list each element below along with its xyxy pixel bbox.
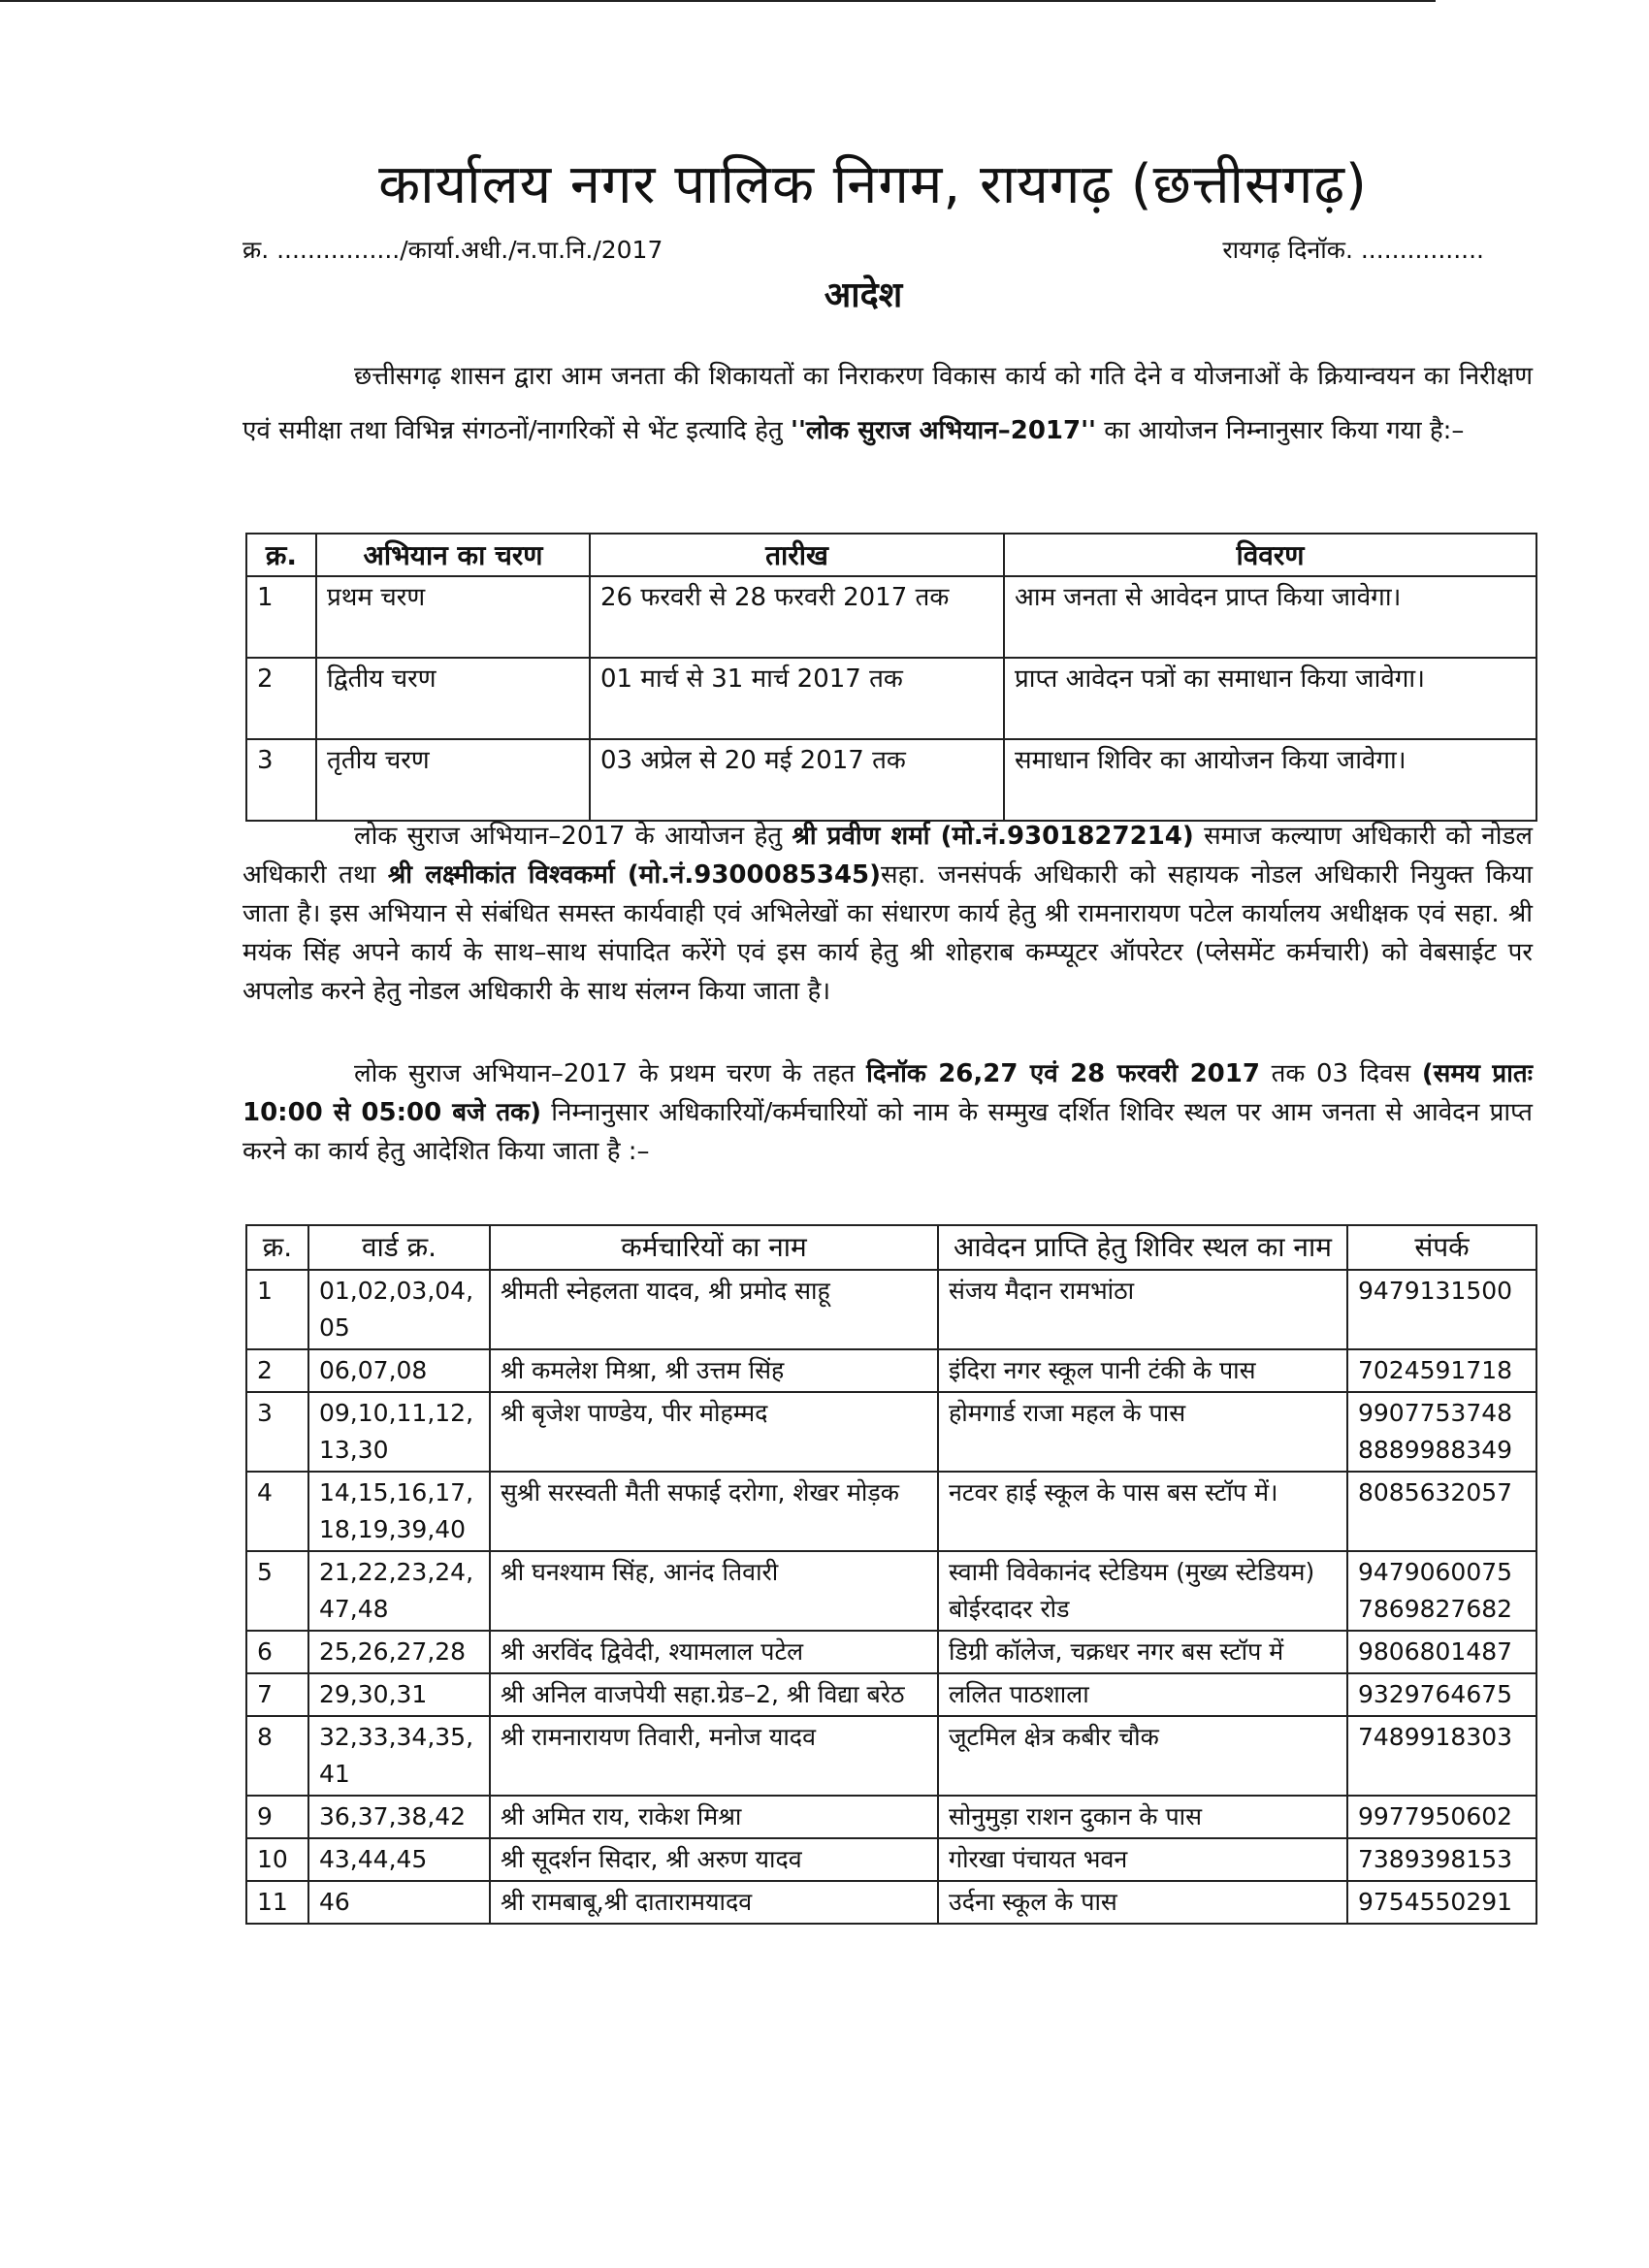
- camps-table: [245, 1224, 1537, 1925]
- table-row: [246, 1673, 1536, 1716]
- reference-line: [242, 233, 1484, 266]
- camp-wards: 21,22,23,24, 47,48: [308, 1551, 490, 1631]
- camps-col-sn: क्र.: [246, 1225, 308, 1270]
- reference-number: क्र. ................/कार्या.अधी./न.पा.नि./2017: [242, 236, 663, 264]
- phases-col-phase: अभियान का चरण: [316, 534, 590, 576]
- camps-col-staff: कर्मचारियों का नाम: [490, 1225, 938, 1270]
- camp-staff: श्री रामबाबू,श्री दातारामयादव: [490, 1881, 938, 1924]
- camp-venue: गोरखा पंचायत भवन: [938, 1838, 1347, 1881]
- phase-name: द्वितीय चरण: [316, 658, 590, 739]
- camp-sn: 6: [246, 1631, 308, 1673]
- camp-sn: 10: [246, 1838, 308, 1881]
- phase-date: 03 अप्रेल से 20 मई 2017 तक: [590, 739, 1004, 821]
- phase-detail: आम जनता से आवेदन प्राप्त किया जावेगा।: [1004, 576, 1536, 658]
- camp-wards: 09,10,11,12, 13,30: [308, 1392, 490, 1472]
- phase-date: 01 मार्च से 31 मार्च 2017 तक: [590, 658, 1004, 739]
- camp-contact: 9479131500: [1347, 1270, 1536, 1349]
- table-row: [246, 576, 1536, 658]
- camp-sn: 11: [246, 1881, 308, 1924]
- camp-venue: जूटमिल क्षेत्र कबीर चौक: [938, 1716, 1347, 1796]
- table-row: [246, 1796, 1536, 1838]
- nodal-officer-name: श्री प्रवीण शर्मा (मो.नं.9301827214): [792, 822, 1194, 851]
- camp-contact: 9907753748 8889988349: [1347, 1392, 1536, 1472]
- camp-wards: 36,37,38,42: [308, 1796, 490, 1838]
- camp-sn: 4: [246, 1472, 308, 1551]
- camp-staff: श्री बृजेश पाण्डेय, पीर मोहम्मद: [490, 1392, 938, 1472]
- camp-timing: (समय प्रातः 10:00 से 05:00 बजे तक): [242, 1059, 1533, 1127]
- phase-date: 26 फरवरी से 28 फरवरी 2017 तक: [590, 576, 1004, 658]
- camp-venue: नटवर हाई स्कूल के पास बस स्टॉप में।: [938, 1472, 1347, 1551]
- para2-text-c: समाज कल्याण अधिकारी को नोडल अधिकारी तथा: [242, 822, 1533, 890]
- campaign-name: ''लोक सुराज अभियान–2017'': [791, 416, 1097, 445]
- camp-dates: दिनॉक 26,27 एवं 28 फरवरी 2017: [866, 1059, 1260, 1088]
- camp-staff: श्री अरविंद द्विवेदी, श्यामलाल पटेल: [490, 1631, 938, 1673]
- phase-detail: प्राप्त आवेदन पत्रों का समाधान किया जावेगा।: [1004, 658, 1536, 739]
- camps-col-ward: वार्ड क्र.: [308, 1225, 490, 1270]
- camp-sn: 1: [246, 1270, 308, 1349]
- camp-contact: 9806801487: [1347, 1631, 1536, 1673]
- camp-staff: श्री अमित राय, राकेश मिश्रा: [490, 1796, 938, 1838]
- camp-contact: 8085632057: [1347, 1472, 1536, 1551]
- phases-col-date: तारीख: [590, 534, 1004, 576]
- camp-contact: 7024591718: [1347, 1349, 1536, 1392]
- camp-sn: 3: [246, 1392, 308, 1472]
- camps-col-venue: आवेदन प्राप्ति हेतु शिविर स्थल का नाम: [938, 1225, 1347, 1270]
- camp-wards: 43,44,45: [308, 1838, 490, 1881]
- camp-venue: डिग्री कॉलेज, चक्रधर नगर बस स्टॉप में: [938, 1631, 1347, 1673]
- camp-contact: 9329764675: [1347, 1673, 1536, 1716]
- camp-contact: 9977950602: [1347, 1796, 1536, 1838]
- camp-venue: उर्दना स्कूल के पास: [938, 1881, 1347, 1924]
- para3-text-c: तक 03 दिवस: [1259, 1059, 1422, 1088]
- camp-staff: श्री घनश्याम सिंह, आनंद तिवारी: [490, 1551, 938, 1631]
- phases-col-detail: विवरण: [1004, 534, 1536, 576]
- phase-sn: 3: [246, 739, 316, 821]
- camp-wards: 06,07,08: [308, 1349, 490, 1392]
- intro-paragraph: [242, 349, 1533, 458]
- camp-staff: सुश्री सरस्वती मैती सफाई दरोगा, शेखर मोड़क: [490, 1472, 938, 1551]
- phases-header-row: [246, 534, 1536, 576]
- camp-sn: 5: [246, 1551, 308, 1631]
- para3-text-a: लोक सुराज अभियान–2017 के प्रथम चरण के तहत: [354, 1059, 867, 1088]
- table-row: [246, 1838, 1536, 1881]
- first-phase-paragraph: [242, 1054, 1533, 1171]
- assistant-nodal-officer-name: श्री लक्ष्मीकांत विश्वकर्मा (मो.नं.9300085345): [387, 860, 882, 890]
- nodal-officer-paragraph: [242, 817, 1533, 1011]
- intro-text: छत्तीसगढ़ शासन द्वारा आम जनता की शिकायतों का निराकरण विकास कार्य को गति देने व योजनाओं के क्रियान्वयन का निरीक्षण एवं समीक्षा तथा विभिन्न संगठनों/नागरिकों से भेंट इत्यादि हेतु: [242, 362, 1533, 445]
- order-heading: आदेश: [824, 275, 903, 315]
- table-row: [246, 1716, 1536, 1796]
- camp-sn: 8: [246, 1716, 308, 1796]
- phase-sn: 2: [246, 658, 316, 739]
- phase-name: तृतीय चरण: [316, 739, 590, 821]
- camp-staff: श्री अनिल वाजपेयी सहा.ग्रेड–2, श्री विद्या बरेठ: [490, 1673, 938, 1716]
- camp-staff: श्री रामनारायण तिवारी, मनोज यादव: [490, 1716, 938, 1796]
- table-row: [246, 658, 1536, 739]
- phases-col-sn: क्र.: [246, 534, 316, 576]
- camp-venue: सोनुमुड़ा राशन दुकान के पास: [938, 1796, 1347, 1838]
- camp-staff: श्री सूदर्शन सिदार, श्री अरुण यादव: [490, 1838, 938, 1881]
- camp-contact: 9479060075 7869827682: [1347, 1551, 1536, 1631]
- camp-venue: इंदिरा नगर स्कूल पानी टंकी के पास: [938, 1349, 1347, 1392]
- camp-venue: होमगार्ड राजा महल के पास: [938, 1392, 1347, 1472]
- camp-wards: 14,15,16,17, 18,19,39,40: [308, 1472, 490, 1551]
- top-rule: [0, 0, 1436, 2]
- camp-wards: 01,02,03,04, 05: [308, 1270, 490, 1349]
- camp-contact: 7489918303: [1347, 1716, 1536, 1796]
- table-row: [246, 1631, 1536, 1673]
- table-row: [246, 1472, 1536, 1551]
- camp-sn: 7: [246, 1673, 308, 1716]
- table-row: [246, 1349, 1536, 1392]
- intro-text-end: का आयोजन निम्नानुसार किया गया है:–: [1096, 416, 1465, 445]
- camp-wards: 32,33,34,35, 41: [308, 1716, 490, 1796]
- camps-header-row: [246, 1225, 1536, 1270]
- camp-sn: 2: [246, 1349, 308, 1392]
- table-row: [246, 739, 1536, 821]
- camp-venue: संजय मैदान रामभांठा: [938, 1270, 1347, 1349]
- camp-wards: 46: [308, 1881, 490, 1924]
- camp-staff: श्री कमलेश मिश्रा, श्री उत्तम सिंह: [490, 1349, 938, 1392]
- camp-venue: स्वामी विवेकानंद स्टेडियम (मुख्य स्टेडियम) बोईरदादर रोड: [938, 1551, 1347, 1631]
- camp-venue: ललित पाठशाला: [938, 1673, 1347, 1716]
- table-row: [246, 1881, 1536, 1924]
- table-row: [246, 1551, 1536, 1631]
- camp-contact: 7389398153: [1347, 1838, 1536, 1881]
- para3-text-e: निम्नानुसार अधिकारियों/कर्मचारियों को नाम के सम्मुख दर्शित शिविर स्थल पर आम जनता से आवेदन प्राप्त करने का कार्य हेतु आदेशित किया जाता है :–: [242, 1098, 1533, 1166]
- camp-wards: 25,26,27,28: [308, 1631, 490, 1673]
- camps-col-contact: संपर्क: [1347, 1225, 1536, 1270]
- para2-text-a: लोक सुराज अभियान–2017 के आयोजन हेतु: [354, 822, 792, 851]
- phase-sn: 1: [246, 576, 316, 658]
- camp-staff: श्रीमती स्नेहलता यादव, श्री प्रमोद साहू: [490, 1270, 938, 1349]
- phase-detail: समाधान शिविर का आयोजन किया जावेगा।: [1004, 739, 1536, 821]
- camp-contact: 9754550291: [1347, 1881, 1536, 1924]
- phase-name: प्रथम चरण: [316, 576, 590, 658]
- table-row: [246, 1270, 1536, 1349]
- para2-text-e: सहा. जनसंपर्क अधिकारी को सहायक नोडल अधिकारी नियुक्त किया जाता है। इस अभियान से संबंधित समस्त कार्यवाही एवं अभिलेखों का संधारण कार्य हेतु श्री रामनारायण पटेल कार्यालय अधीक्षक एवं सहा. श्री मयंक सिंह अपने कार्य के साथ–साथ संपादित करेंगे एवं इस कार्य हेतु श्री शोहराब कम्प्यूटर ऑपरेटर (प्लेसमेंट कर्मचारी) को वेबसाईट पर अपलोड करने हेतु नोडल अधिकारी के साथ संलग्न किया जाता है।: [242, 860, 1534, 1006]
- camp-sn: 9: [246, 1796, 308, 1838]
- reference-date: रायगढ़ दिनॉक. ................: [1222, 236, 1484, 264]
- phases-table: [245, 533, 1537, 822]
- table-row: [246, 1392, 1536, 1472]
- camp-wards: 29,30,31: [308, 1673, 490, 1716]
- office-title: कार्यालय नगर पालिक निगम, रायगढ़ (छत्तीसगढ़): [378, 153, 1368, 216]
